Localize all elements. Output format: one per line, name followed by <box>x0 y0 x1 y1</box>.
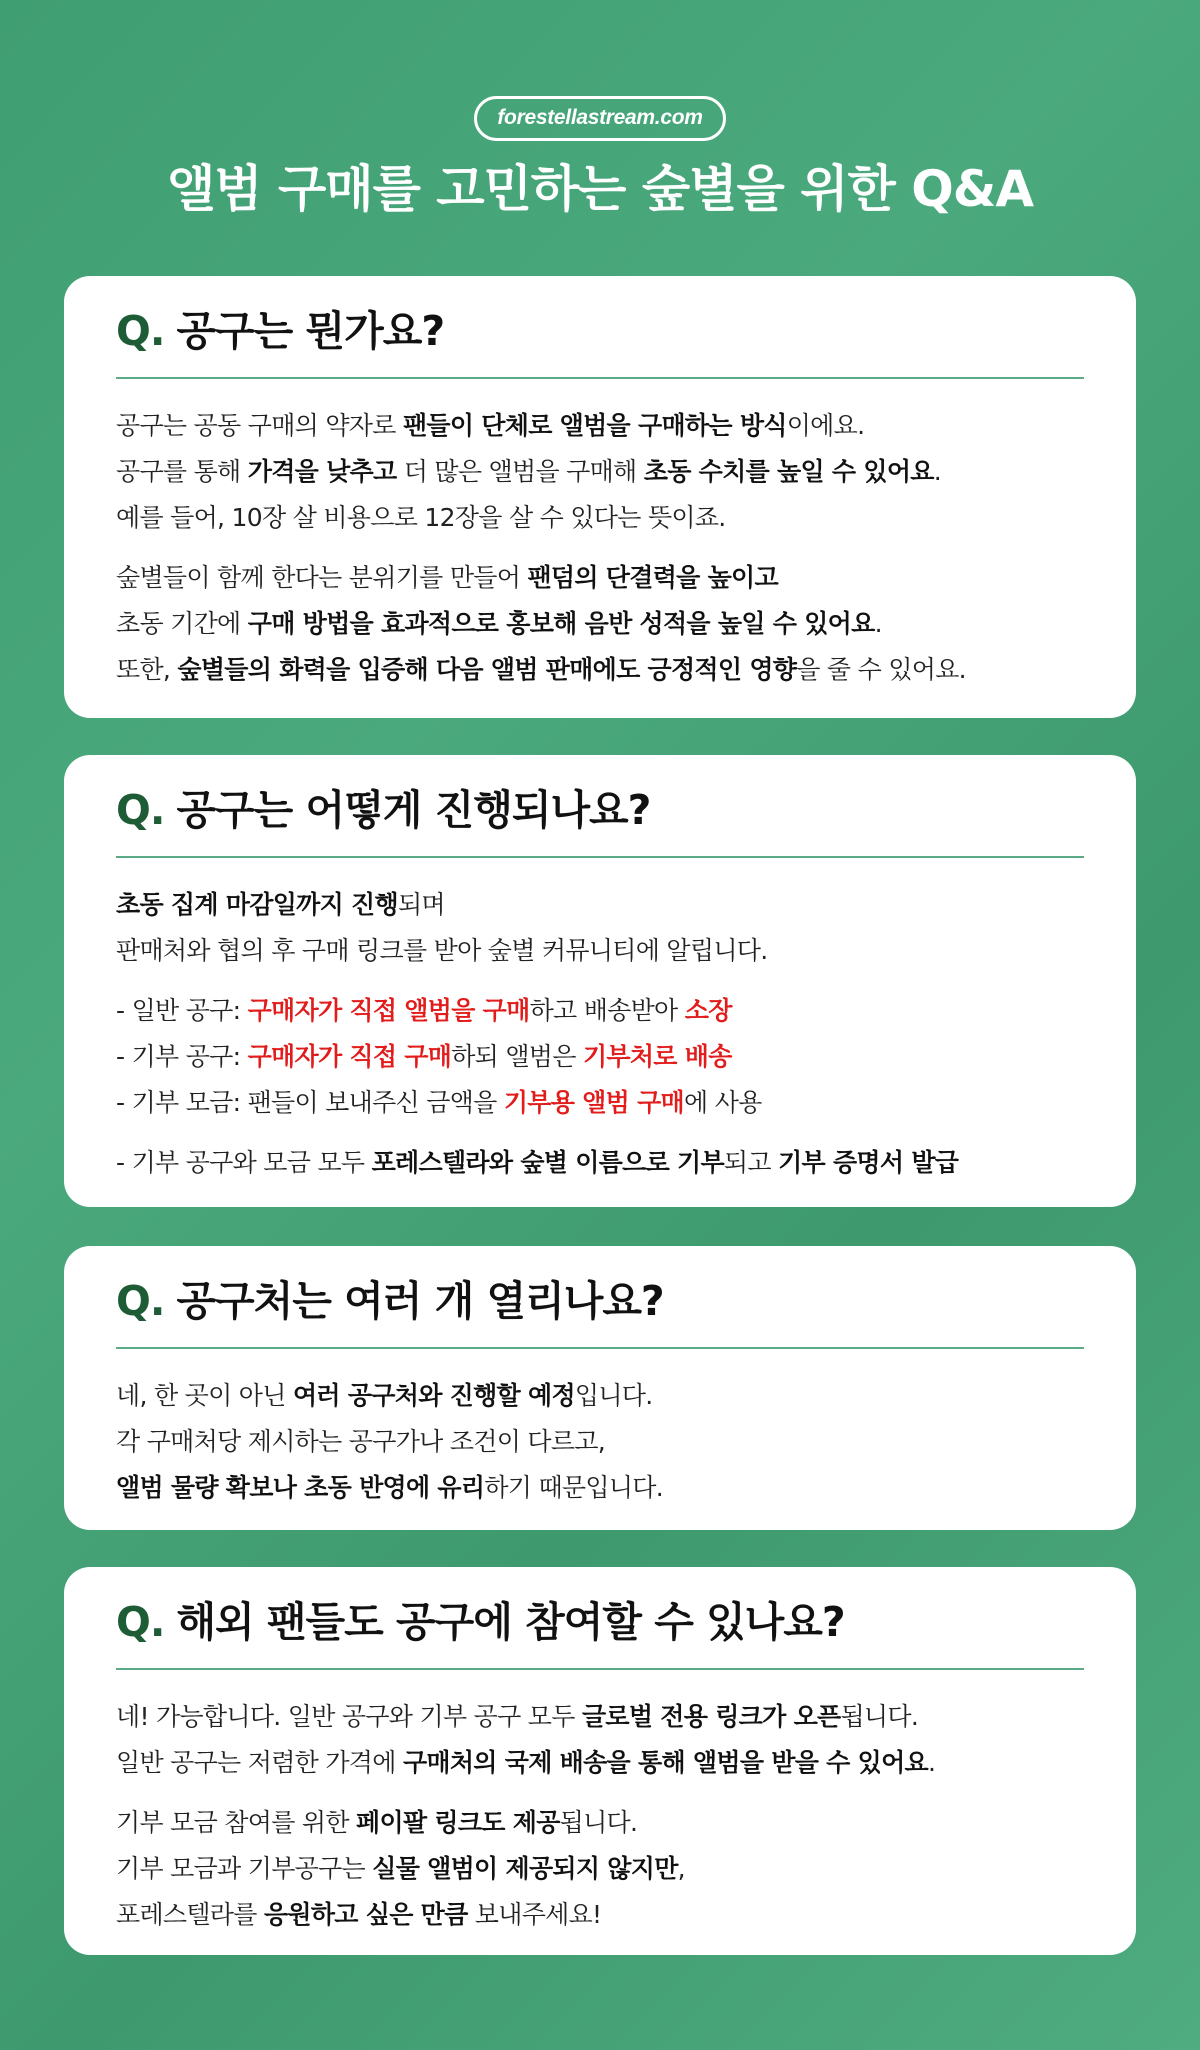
faq-card-multiple-sellers <box>64 1246 1136 1530</box>
answer-text: , <box>677 1854 685 1884</box>
red-highlight-text: 구매자가 직접 앨범을 구매 <box>247 996 530 1026</box>
bold-highlight-text: 페이팔 링크도 제공 <box>356 1808 560 1838</box>
answer-text: 예를 들어, 10장 살 비용으로 12장을 살 수 있다는 뜻이죠. <box>116 503 726 533</box>
answer-text: 되고 <box>723 1148 779 1178</box>
answer-line <box>116 1465 1084 1511</box>
bold-highlight-text: 실물 앨범이 제공되지 않지만 <box>372 1854 678 1884</box>
header <box>0 96 1200 219</box>
answer-text: 초동 기간에 <box>116 609 248 639</box>
bold-highlight-text: 기부 증명서 발급 <box>778 1148 959 1178</box>
answer-text: - 기부 모금: 팬들이 보내주신 금액을 <box>116 1088 504 1118</box>
bold-highlight-text: 여러 공구처와 진행할 예정 <box>292 1381 575 1411</box>
bold-highlight-text: 초동 집계 마감일까지 진행 <box>116 890 398 920</box>
red-highlight-text: 구매자가 직접 구매 <box>247 1042 452 1072</box>
red-highlight-text: 기부처로 배송 <box>582 1042 732 1072</box>
question-heading <box>116 1276 1084 1349</box>
answer-text: 더 많은 앨범을 구매해 <box>396 457 644 487</box>
answer-text: 기부 모금과 기부공구는 <box>116 1854 373 1884</box>
answer-line <box>116 449 1084 495</box>
question-mark-label: Q. <box>116 786 165 834</box>
answer-line <box>116 928 1084 974</box>
answer-text: 일반 공구는 저렴한 가격에 <box>116 1748 403 1778</box>
answer-text: 하되 앨범은 <box>451 1042 583 1072</box>
question-text: 해외 팬들도 공구에 참여할 수 있나요? <box>176 1598 845 1646</box>
bold-highlight-text: 응원하고 싶은 만큼 <box>263 1900 468 1930</box>
bold-highlight-text: 포레스텔라와 숲별 이름으로 기부 <box>371 1148 724 1178</box>
question-heading <box>116 306 1084 379</box>
answer-line <box>116 1846 1084 1892</box>
answer-text: 네! 가능합니다. 일반 공구와 기부 공구 모두 <box>116 1702 582 1732</box>
faq-card-overseas-fans <box>64 1567 1136 1955</box>
answer-line <box>116 1694 1084 1740</box>
red-highlight-text: 소장 <box>684 996 732 1026</box>
answer-text: 하고 배송받아 <box>529 996 685 1026</box>
question-text: 공구는 뭔가요? <box>176 307 445 355</box>
answer-paragraph <box>116 988 1084 1126</box>
answer-paragraph <box>116 1373 1084 1511</box>
bold-highlight-text: 숲별들의 화력을 입증해 다음 앨범 판매에도 긍정적인 영향 <box>177 655 797 685</box>
answer-text: 판매처와 협의 후 구매 링크를 받아 숲별 커뮤니티에 알립니다. <box>116 936 768 966</box>
question-mark-label: Q. <box>116 1277 165 1325</box>
answer-text: 에 사용 <box>684 1088 762 1118</box>
question-heading <box>116 1597 1084 1670</box>
bold-highlight-text: 가격을 낮추고 <box>247 457 397 487</box>
answer-body <box>116 858 1084 1186</box>
answer-line <box>116 1373 1084 1419</box>
answer-line <box>116 555 1084 601</box>
answer-line <box>116 1034 1084 1080</box>
answer-line <box>116 988 1084 1034</box>
bold-highlight-text: 구매처의 국제 배송을 통해 앨범을 받을 수 있어요 <box>402 1748 928 1778</box>
answer-text: 입니다. <box>574 1381 653 1411</box>
faq-card-what-is-group-buy <box>64 276 1136 718</box>
answer-text: 됩니다. <box>840 1702 919 1732</box>
answer-text: . <box>874 609 882 639</box>
answer-line <box>116 403 1084 449</box>
answer-line <box>116 1419 1084 1465</box>
answer-text: 보내주세요! <box>467 1900 602 1930</box>
question-text: 공구는 어떻게 진행되나요? <box>176 786 651 834</box>
answer-body <box>116 379 1084 693</box>
answer-text: . <box>933 457 941 487</box>
bold-highlight-text: 초동 수치를 높일 수 있어요 <box>643 457 934 487</box>
question-text: 공구처는 여러 개 열리나요? <box>176 1277 664 1325</box>
answer-text: 숲별들이 함께 한다는 분위기를 만들어 <box>116 563 528 593</box>
question-mark-label: Q. <box>116 1598 165 1646</box>
bold-highlight-text: 팬들이 단체로 앨범을 구매하는 방식 <box>402 411 787 441</box>
answer-paragraph <box>116 882 1084 974</box>
answer-text: 네, 한 곳이 아닌 <box>116 1381 293 1411</box>
answer-line <box>116 495 1084 541</box>
bold-highlight-text: 구매 방법을 효과적으로 홍보해 음반 성적을 높일 수 있어요 <box>247 609 875 639</box>
answer-line <box>116 647 1084 693</box>
answer-text: 각 구매처당 제시하는 공구가나 조건이 다르고, <box>116 1427 606 1457</box>
faq-card-how-it-works <box>64 755 1136 1207</box>
answer-text: 이에요. <box>786 411 865 441</box>
answer-text: 또한, <box>116 655 178 685</box>
answer-paragraph <box>116 403 1084 541</box>
answer-line <box>116 882 1084 928</box>
answer-line <box>116 1140 1084 1186</box>
answer-text: 기부 모금 참여를 위한 <box>116 1808 357 1838</box>
answer-paragraph <box>116 1694 1084 1786</box>
answer-text: - 기부 공구: <box>116 1042 248 1072</box>
answer-line <box>116 1080 1084 1126</box>
bold-highlight-text: 팬덤의 단결력을 높이고 <box>527 563 778 593</box>
answer-line <box>116 601 1084 647</box>
red-highlight-text: 기부용 앨범 구매 <box>503 1088 684 1118</box>
answer-body <box>116 1349 1084 1511</box>
answer-text: 되며 <box>397 890 445 920</box>
question-mark-label: Q. <box>116 307 165 355</box>
answer-line <box>116 1892 1084 1938</box>
answer-text: 공구는 공동 구매의 약자로 <box>116 411 403 441</box>
answer-line <box>116 1800 1084 1846</box>
answer-text: . <box>927 1748 936 1778</box>
site-url-badge[interactable]: forestellastream.com <box>474 96 725 141</box>
bold-highlight-text: 글로벌 전용 링크가 오픈 <box>581 1702 841 1732</box>
answer-text: 공구를 통해 <box>116 457 248 487</box>
answer-text: - 기부 공구와 모금 모두 <box>116 1148 372 1178</box>
bold-highlight-text: 앨범 물량 확보나 초동 반영에 유리 <box>116 1473 485 1503</box>
question-heading <box>116 785 1084 858</box>
answer-text: 을 줄 수 있어요. <box>796 655 966 685</box>
answer-paragraph <box>116 1140 1084 1186</box>
answer-body <box>116 1670 1084 1938</box>
answer-text: 포레스텔라를 <box>116 1900 264 1930</box>
answer-paragraph <box>116 1800 1084 1938</box>
answer-text: 하기 때문입니다. <box>484 1473 663 1503</box>
answer-paragraph <box>116 555 1084 693</box>
page-title: 앨범 구매를 고민하는 숲별을 위한 Q&A <box>166 160 1034 219</box>
answer-text: - 일반 공구: <box>116 996 248 1026</box>
answer-line <box>116 1740 1084 1786</box>
answer-text: 됩니다. <box>559 1808 638 1838</box>
